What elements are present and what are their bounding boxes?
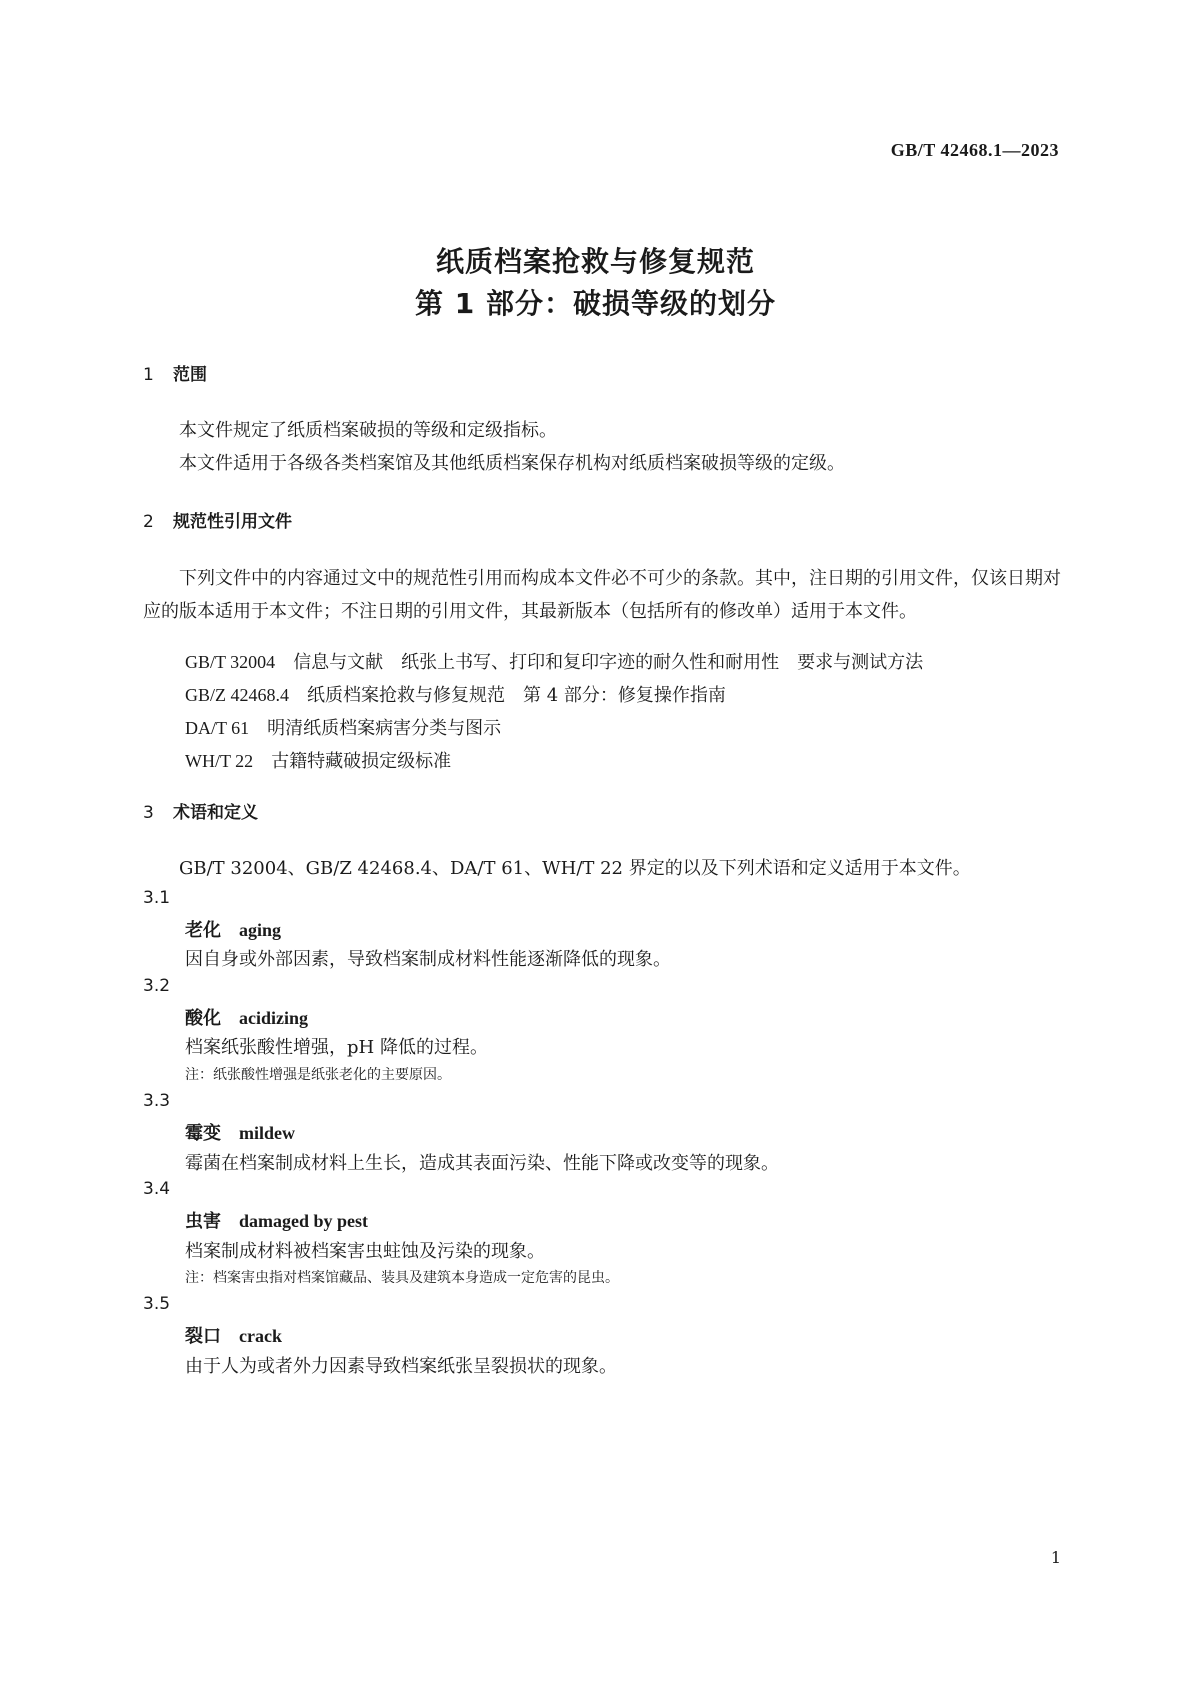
section-heading-normative-references (143, 507, 292, 532)
term-en: crack (239, 1326, 282, 1346)
term-en: acidizing (239, 1008, 309, 1028)
reference-title: 纸质档案抢救与修复规范 第 4 部分：修复操作指南 (307, 685, 726, 706)
reference-item (185, 745, 923, 778)
term-note: 注：纸张酸性增强是纸张老化的主要原因。 (185, 1067, 451, 1083)
reference-code: WH/T 22 (185, 751, 254, 771)
section-number: 2 (143, 512, 154, 532)
paragraph: 本文件适用于各级各类档案馆及其他纸质档案保存机构对纸质档案破损等级的定级。 (179, 453, 845, 474)
term-definition: 由于人为或者外力因素导致档案纸张呈裂损状的现象。 (185, 1356, 617, 1377)
term-definition: 因自身或外部因素，导致档案制成材料性能逐渐降低的现象。 (185, 949, 671, 970)
reference-item (185, 646, 923, 679)
term-heading (185, 1322, 282, 1348)
term-heading (185, 916, 281, 942)
term-zh: 老化 (185, 920, 221, 941)
term-en: damaged by pest (239, 1211, 369, 1231)
paragraph: 下列文件中的内容通过文中的规范性引用而构成本文件必不可少的条款。其中，注日期的引用文件，仅该日期对应的版本适用于本文件；不注日期的引用文件，其最新版本（包括所有的修改单）适用于本文件。 (143, 568, 1061, 622)
section-title: 术语和定义 (173, 803, 258, 823)
reference-list (185, 646, 923, 778)
reference-code: GB/T 32004 (185, 652, 276, 672)
section-number: 3 (143, 803, 154, 823)
term-number: 3.2 (143, 976, 171, 996)
scope-paragraphs (143, 414, 1063, 480)
term-heading (185, 1207, 368, 1233)
term-definition: 档案制成材料被档案害虫蛀蚀及污染的现象。 (185, 1241, 545, 1262)
reference-title: 信息与文献 纸张上书写、打印和复印字迹的耐久性和耐用性 要求与测试方法 (293, 652, 924, 673)
term-definition: 档案纸张酸性增强，pH 降低的过程。 (185, 1037, 488, 1058)
term-zh: 霉变 (185, 1123, 221, 1144)
reference-title: 古籍特藏破损定级标准 (271, 751, 452, 772)
term-heading (185, 1004, 308, 1030)
page-number: 1 (1050, 1548, 1061, 1567)
section-title: 范围 (173, 365, 207, 385)
document-title: 纸质档案抢救与修复规范 (435, 245, 755, 278)
normative-intro (143, 562, 1063, 628)
document-subtitle: 第 1 部分：破损等级的划分 (415, 287, 776, 320)
term-number: 3.3 (143, 1091, 171, 1111)
document-code: GB/T 42468.1—2023 (890, 140, 1059, 160)
reference-code: DA/T 61 (185, 718, 250, 738)
reference-code: GB/Z 42468.4 (185, 685, 290, 705)
term-heading (185, 1119, 295, 1145)
terms-intro (143, 852, 1063, 885)
term-number: 3.4 (143, 1179, 171, 1199)
term-definition: 霉菌在档案制成材料上生长，造成其表面污染、性能下降或改变等的现象。 (185, 1153, 779, 1174)
term-number: 3.1 (143, 888, 171, 908)
section-number: 1 (143, 365, 154, 385)
term-zh: 裂口 (185, 1326, 221, 1347)
reference-title: 明清纸质档案病害分类与图示 (267, 718, 502, 739)
term-number: 3.5 (143, 1294, 171, 1314)
section-heading-terms (143, 798, 258, 823)
reference-item (185, 712, 923, 745)
paragraph: 本文件规定了纸质档案破损的等级和定级指标。 (179, 420, 557, 441)
section-title: 规范性引用文件 (173, 512, 292, 532)
term-note: 注：档案害虫指对档案馆藏品、装具及建筑本身造成一定危害的昆虫。 (185, 1270, 619, 1286)
reference-item (185, 679, 923, 712)
paragraph: GB/T 32004、GB/Z 42468.4、DA/T 61、WH/T 22 界定的以及下列术语和定义适用于本文件。 (179, 858, 971, 879)
term-en: mildew (239, 1123, 295, 1143)
section-heading-scope (143, 360, 207, 385)
term-zh: 虫害 (185, 1211, 221, 1232)
term-en: aging (239, 920, 282, 940)
term-zh: 酸化 (185, 1008, 221, 1029)
